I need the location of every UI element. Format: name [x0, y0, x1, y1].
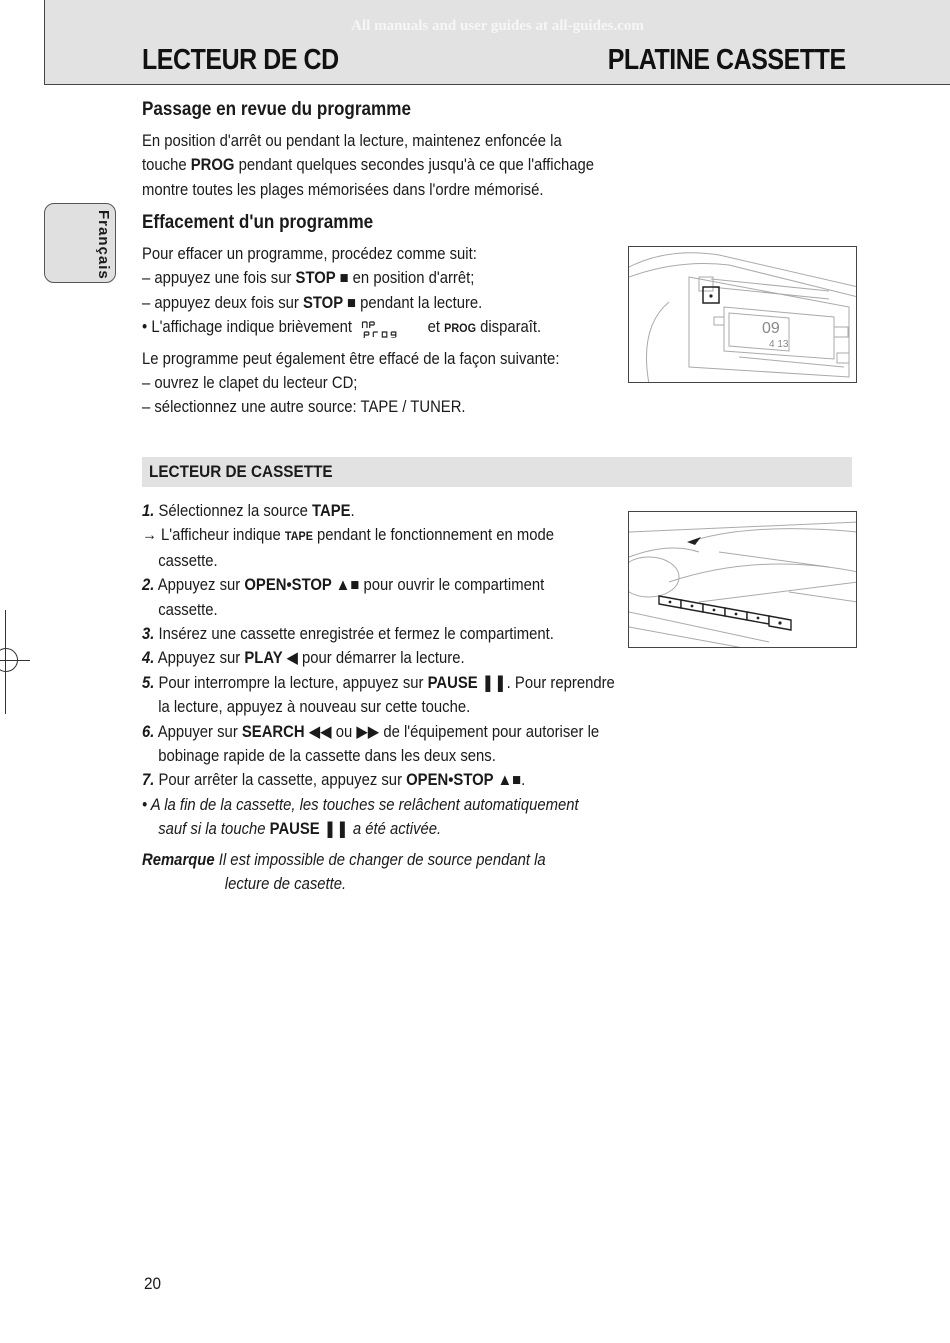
remark-line-2: lecture de casette.: [224, 875, 347, 894]
review-heading: Passage en revue du programme: [142, 99, 411, 120]
review-line-2: touche PROG pendant quelques secondes jusqu'à ce que l'affichage: [142, 156, 595, 175]
header-title-right: PLATINE CASSETTE: [608, 44, 846, 76]
cassette-section-title: LECTEUR DE CASSETTE: [149, 462, 333, 481]
registration-mark: [0, 648, 18, 672]
language-tab: [44, 203, 116, 283]
watermark: All manuals and user guides at all-guides.com: [351, 18, 644, 34]
step-1: 1. Sélectionnez la source TAPE.: [142, 502, 355, 520]
cd-display-digits: 09: [762, 320, 780, 337]
step-1-result-cont: cassette.: [158, 551, 218, 570]
page-number: 20: [144, 1274, 162, 1293]
step-2: 2. Appuyez sur OPEN•STOP ▲■ pour ouvrir le compartiment: [142, 576, 545, 595]
step-6: 6. Appuyer sur SEARCH ◀◀ ou ▶▶ de l'équipement pour autoriser le: [142, 722, 600, 741]
cassette-steps: [142, 499, 615, 897]
header-title-left: LECTEUR DE CD: [142, 44, 339, 76]
step-1-result: → L'afficheur indique TAPE pendant le fonctionnement en mode: [142, 526, 554, 545]
erase-item-3: • L'affichage indique brièvement et PROG disparaît.: [142, 318, 542, 337]
step-5-cont: la lecture, appuyez à nouveau sur cette touche.: [158, 698, 471, 717]
cassette-note-1: • A la fin de la cassette, les touches se relâchent automatiquement: [142, 795, 579, 814]
cassette-deck-illustration: [628, 511, 857, 648]
cassette-deck-drawing: [629, 512, 857, 648]
cassette-section-bar: [142, 457, 852, 487]
step-6-cont: bobinage rapide de la cassette dans les deux sens.: [158, 747, 496, 766]
step-4: 4. Appuyez sur PLAY ◀ pour démarrer la lecture.: [142, 649, 465, 668]
remark-line-1: Remarque Il est impossible de changer de source pendant la: [142, 850, 546, 869]
erase-item-2: – appuyez deux fois sur STOP ■ pendant la lecture.: [142, 293, 483, 312]
review-body: [142, 129, 610, 202]
step-7: 7. Pour arrêter la cassette, appuyez sur OPEN•STOP ▲■.: [142, 771, 526, 790]
step-5: 5. Pour interrompre la lecture, appuyez sur PAUSE ❚❚. Pour reprendre: [142, 673, 615, 692]
erase-heading: Effacement d'un programme: [142, 212, 374, 233]
review-line-3: montre toutes les plages mémorisées dans l'ordre mémorisé.: [142, 180, 544, 199]
cd-player-drawing: [629, 247, 857, 383]
remark-label: Remarque: [142, 850, 215, 869]
language-tab-label: Français: [95, 210, 112, 280]
prog-display-glyph: [361, 318, 417, 338]
cd-player-illustration: [628, 246, 857, 383]
erase-intro: Pour effacer un programme, procédez comme suit:: [142, 245, 477, 263]
cd-display-sub: 4 13: [769, 339, 789, 350]
erase-alt-intro: Le programme peut également être effacé de la façon suivante:: [142, 349, 560, 368]
cassette-note-2: sauf si la touche PAUSE ❚❚ a été activée.: [158, 820, 442, 839]
erase-item-1: – appuyez une fois sur STOP ■ en position d'arrêt;: [142, 269, 475, 288]
step-2-cont: cassette.: [158, 600, 218, 619]
erase-alt-1: – ouvrez le clapet du lecteur CD;: [142, 374, 358, 393]
erase-alt-2: – sélectionnez une autre source: TAPE / TUNER.: [142, 398, 466, 417]
erase-body: [142, 242, 610, 420]
review-line-1: En position d'arrêt ou pendant la lecture, maintenez enfoncée la: [142, 132, 562, 150]
step-3: 3. Insérez une cassette enregistrée et fermez le compartiment.: [142, 625, 554, 644]
